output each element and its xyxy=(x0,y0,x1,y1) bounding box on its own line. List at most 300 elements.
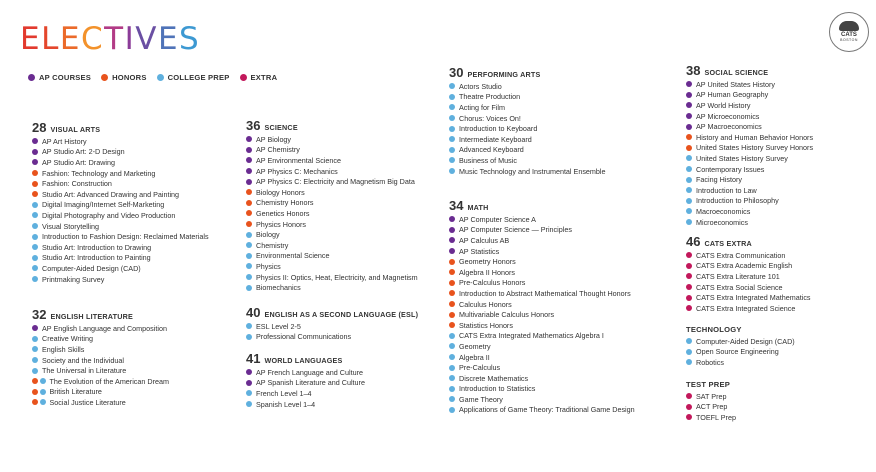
course-item xyxy=(246,272,418,283)
course-item xyxy=(686,402,736,413)
course-name: The Universal in Literature xyxy=(42,366,127,376)
course-dots xyxy=(449,322,455,328)
course-dots xyxy=(246,189,252,195)
category-dot-icon xyxy=(449,407,455,413)
course-dots xyxy=(686,166,692,172)
course-item xyxy=(449,309,635,320)
course-dots xyxy=(32,276,38,282)
category-dot-icon xyxy=(246,380,252,386)
course-name: Pre-Calculus Honors xyxy=(459,278,526,288)
category-dot-icon xyxy=(246,179,252,185)
course-dots xyxy=(32,212,38,218)
section-title: SOCIAL SCIENCE xyxy=(704,68,769,77)
category-dot-icon xyxy=(449,168,455,174)
category-dot-icon xyxy=(449,227,455,233)
legend-item xyxy=(101,73,147,82)
course-name: History and Human Behavior Honors xyxy=(696,132,814,142)
course-name: English Skills xyxy=(42,344,85,354)
course-item xyxy=(246,399,365,410)
course-name: AP Chemistry xyxy=(256,145,300,155)
category-dot-icon xyxy=(246,147,252,153)
course-dots xyxy=(246,253,252,259)
course-name: Calculus Honors xyxy=(459,299,512,309)
course-name: Chorus: Voices On! xyxy=(459,113,521,123)
course-name: Contemporary Issues xyxy=(696,164,765,174)
course-item xyxy=(686,292,811,303)
course-item xyxy=(686,185,813,196)
course-name: AP Statistics xyxy=(459,246,500,256)
category-dot-icon xyxy=(686,404,692,410)
course-item xyxy=(449,320,635,331)
course-name: AP Environmental Science xyxy=(256,155,341,165)
section-header xyxy=(686,235,811,250)
course-dots xyxy=(686,134,692,140)
section-title: ENGLISH LITERATURE xyxy=(50,312,133,321)
section-math xyxy=(449,199,635,415)
course-name: Theatre Production xyxy=(459,92,521,102)
course-item xyxy=(32,200,209,211)
course-item xyxy=(449,246,635,257)
category-dot-icon xyxy=(32,244,38,250)
course-name: ACT Prep xyxy=(696,402,728,412)
course-dots xyxy=(32,255,38,261)
course-item xyxy=(32,323,169,334)
category-dot-icon xyxy=(686,198,692,204)
legend-label: HONORS xyxy=(112,73,147,82)
course-dots xyxy=(32,149,38,155)
category-dot-icon xyxy=(686,124,692,130)
course-item xyxy=(32,365,169,376)
category-dot-icon xyxy=(32,149,38,155)
course-name: Geometry xyxy=(459,341,491,351)
course-item xyxy=(246,166,418,177)
course-dots xyxy=(686,349,692,355)
course-dots xyxy=(449,94,455,100)
section-english-literature xyxy=(32,308,169,408)
course-dots xyxy=(32,202,38,208)
course-dots xyxy=(449,168,455,174)
section-number: 40 xyxy=(246,305,261,320)
course-item xyxy=(686,111,813,122)
category-dot-icon xyxy=(449,312,455,318)
course-item xyxy=(449,123,606,134)
course-name: ESL Level 2-5 xyxy=(256,321,301,331)
section-title: CATS EXTRA xyxy=(704,239,752,248)
course-dots xyxy=(32,265,38,271)
course-dots xyxy=(449,126,455,132)
course-name: United States History Survey Honors xyxy=(696,143,814,153)
category-dot-icon xyxy=(32,357,38,363)
category-dot-icon xyxy=(32,378,38,384)
course-dots xyxy=(686,145,692,151)
course-name: Macroeconomics xyxy=(696,206,751,216)
course-item xyxy=(449,214,635,225)
course-item xyxy=(449,341,635,352)
section-technology xyxy=(686,324,795,368)
section-header xyxy=(246,352,365,367)
course-dots xyxy=(449,280,455,286)
course-name: Biology Honors xyxy=(256,187,305,197)
course-item xyxy=(686,164,813,175)
course-name: CATS Extra Academic English xyxy=(696,261,793,271)
course-name: Studio Art: Advanced Drawing and Painting xyxy=(42,189,180,199)
section-visual-arts xyxy=(32,121,209,284)
course-dots xyxy=(449,354,455,360)
course-name: Digital Photography and Video Production xyxy=(42,210,176,220)
course-item xyxy=(246,388,365,399)
course-dots xyxy=(246,157,252,163)
course-item xyxy=(32,242,209,253)
course-name: French Level 1–4 xyxy=(256,388,312,398)
course-item xyxy=(246,261,418,272)
course-item xyxy=(449,92,606,103)
course-item xyxy=(686,174,813,185)
course-name: AP Art History xyxy=(42,136,87,146)
course-name: AP French Language and Culture xyxy=(256,367,363,377)
course-item xyxy=(449,256,635,267)
course-dots xyxy=(449,227,455,233)
course-item xyxy=(449,267,635,278)
course-dots xyxy=(686,92,692,98)
category-dot-icon xyxy=(686,338,692,344)
category-dot-icon xyxy=(32,202,38,208)
course-name: Professional Communications xyxy=(256,332,352,342)
course-dots xyxy=(32,159,38,165)
section-header xyxy=(32,121,209,136)
course-dots xyxy=(32,244,38,250)
category-dot-icon xyxy=(40,399,46,405)
category-dot-icon xyxy=(246,401,252,407)
course-name: Algebra II Honors xyxy=(459,267,515,277)
course-name: Music Technology and Instrumental Ensemble xyxy=(459,166,606,176)
category-dot-icon xyxy=(32,223,38,229)
course-dots xyxy=(449,375,455,381)
course-dots xyxy=(246,242,252,248)
course-name: Statistics Honors xyxy=(459,320,513,330)
course-dots xyxy=(686,81,692,87)
category-dot-icon xyxy=(246,274,252,280)
course-dots xyxy=(686,252,692,258)
category-dot-icon xyxy=(686,102,692,108)
course-name: CATS Extra Integrated Science xyxy=(696,303,796,313)
category-dot-icon xyxy=(449,322,455,328)
course-name: Visual Storytelling xyxy=(42,221,99,231)
course-dots xyxy=(32,234,38,240)
course-dots xyxy=(449,407,455,413)
category-dot-icon xyxy=(449,83,455,89)
legend-dot-icon xyxy=(240,74,247,81)
legend-dot-icon xyxy=(157,74,164,81)
title-letter: E xyxy=(59,21,81,57)
section-social-science xyxy=(686,64,813,227)
legend-item xyxy=(28,73,91,82)
course-item xyxy=(686,217,813,228)
course-item xyxy=(449,352,635,363)
course-item xyxy=(246,332,418,343)
course-name: Advanced Keyboard xyxy=(459,145,524,155)
course-dots xyxy=(246,179,252,185)
course-name: Social Justice Literature xyxy=(49,397,126,407)
course-dots xyxy=(246,285,252,291)
category-dot-icon xyxy=(32,399,38,405)
category-dot-icon xyxy=(32,191,38,197)
course-dots xyxy=(686,187,692,193)
course-name: AP Computer Science — Principles xyxy=(459,225,572,235)
course-name: Acting for Film xyxy=(459,102,505,112)
category-dot-icon xyxy=(686,219,692,225)
category-dot-icon xyxy=(449,216,455,222)
section-number: 38 xyxy=(686,63,701,78)
title-letter: E xyxy=(157,21,180,57)
category-dot-icon xyxy=(32,389,38,395)
course-name: United States History Survey xyxy=(696,153,788,163)
course-dots xyxy=(32,336,38,342)
course-item xyxy=(32,147,209,158)
course-item xyxy=(686,90,813,101)
course-name: Physics II: Optics, Heat, Electricity, and Magnetism xyxy=(256,272,418,282)
course-name: Introduction to Statistics xyxy=(459,384,536,394)
category-dot-icon xyxy=(246,210,252,216)
course-item xyxy=(246,155,418,166)
course-dots xyxy=(246,136,252,142)
course-dots xyxy=(686,284,692,290)
course-dots xyxy=(246,401,252,407)
section-number: 32 xyxy=(32,307,47,322)
course-dots xyxy=(246,369,252,375)
section-number: 41 xyxy=(246,351,261,366)
course-dots xyxy=(246,168,252,174)
course-item xyxy=(32,397,169,408)
course-name: CATS Extra Literature 101 xyxy=(696,271,780,281)
category-dot-icon xyxy=(40,389,46,395)
course-dots xyxy=(32,378,46,384)
course-dots xyxy=(449,216,455,222)
course-item xyxy=(686,282,811,293)
course-dots xyxy=(449,147,455,153)
course-dots xyxy=(449,115,455,121)
course-dots xyxy=(449,333,455,339)
course-dots xyxy=(32,138,38,144)
category-dot-icon xyxy=(32,212,38,218)
category-dot-icon xyxy=(246,242,252,248)
course-item xyxy=(246,251,418,262)
course-name: Introduction to Keyboard xyxy=(459,124,538,134)
category-dot-icon xyxy=(449,237,455,243)
course-name: CATS Extra Communication xyxy=(696,250,786,260)
section-header xyxy=(449,66,606,81)
course-name: AP Macroeconomics xyxy=(696,122,762,132)
course-dots xyxy=(32,368,38,374)
course-name: Facing History xyxy=(696,175,742,185)
category-dot-icon xyxy=(449,136,455,142)
course-item xyxy=(686,271,811,282)
course-name: Pre-Calculus xyxy=(459,363,501,373)
section-title: PERFORMING ARTS xyxy=(467,70,541,79)
category-dot-icon xyxy=(449,375,455,381)
course-dots xyxy=(32,346,38,352)
course-name: AP Computer Science A xyxy=(459,214,536,224)
category-dot-icon xyxy=(686,273,692,279)
course-dots xyxy=(32,389,46,395)
course-item xyxy=(32,387,169,398)
category-dot-icon xyxy=(686,284,692,290)
course-item xyxy=(449,394,635,405)
course-item xyxy=(32,189,209,200)
course-item xyxy=(686,196,813,207)
category-dot-icon xyxy=(449,290,455,296)
category-dot-icon xyxy=(686,145,692,151)
course-name: Biomechanics xyxy=(256,283,301,293)
section-number: 36 xyxy=(246,118,261,133)
section-number: 46 xyxy=(686,234,701,249)
course-dots xyxy=(246,380,252,386)
category-dot-icon xyxy=(32,276,38,282)
category-dot-icon xyxy=(32,368,38,374)
course-item xyxy=(449,113,606,124)
course-dots xyxy=(32,191,38,197)
course-item xyxy=(449,235,635,246)
course-item xyxy=(449,145,606,156)
title-letter: I xyxy=(124,21,136,57)
course-name: Digital Imaging/Internet Self-Marketing xyxy=(42,200,165,210)
legend-dot-icon xyxy=(101,74,108,81)
course-item xyxy=(686,250,811,261)
course-name: Introduction to Law xyxy=(696,185,757,195)
course-dots xyxy=(686,155,692,161)
legend-item xyxy=(240,73,278,82)
course-name: AP Studio Art: Drawing xyxy=(42,157,115,167)
category-dot-icon xyxy=(449,147,455,153)
section-header xyxy=(246,119,418,134)
title-letter: L xyxy=(41,21,60,57)
course-item xyxy=(449,134,606,145)
category-dot-icon xyxy=(246,390,252,396)
title-letter: T xyxy=(104,21,125,57)
category-dot-icon xyxy=(686,208,692,214)
course-name: Fashion: Technology and Marketing xyxy=(42,168,156,178)
course-item xyxy=(686,79,813,90)
course-item xyxy=(32,334,169,345)
category-dot-icon xyxy=(686,305,692,311)
category-dot-icon xyxy=(686,134,692,140)
category-dot-icon xyxy=(686,177,692,183)
course-name: AP English Language and Composition xyxy=(42,323,167,333)
category-dot-icon xyxy=(246,369,252,375)
course-item xyxy=(246,240,418,251)
course-item xyxy=(686,303,811,314)
course-dots xyxy=(32,357,38,363)
legend xyxy=(28,73,287,82)
category-dot-icon xyxy=(449,333,455,339)
course-dots xyxy=(686,295,692,301)
course-item xyxy=(32,178,209,189)
category-dot-icon xyxy=(449,248,455,254)
section-header xyxy=(449,199,635,214)
category-dot-icon xyxy=(449,343,455,349)
category-dot-icon xyxy=(32,234,38,240)
course-item xyxy=(32,376,169,387)
category-dot-icon xyxy=(246,263,252,269)
course-dots xyxy=(686,273,692,279)
course-item xyxy=(686,143,813,154)
course-dots xyxy=(686,177,692,183)
course-item xyxy=(246,198,418,209)
course-dots xyxy=(246,390,252,396)
logo-text: CATS xyxy=(841,32,857,39)
category-dot-icon xyxy=(246,189,252,195)
section-number: 30 xyxy=(449,65,464,80)
course-item xyxy=(32,344,169,355)
legend-item xyxy=(157,73,230,82)
course-name: AP Studio Art: 2-D Design xyxy=(42,147,125,157)
title-letter: S xyxy=(179,21,201,57)
logo-subtext: BOSTON xyxy=(840,38,858,43)
legend-label: EXTRA xyxy=(250,73,278,82)
category-dot-icon xyxy=(686,295,692,301)
category-dot-icon xyxy=(449,94,455,100)
category-dot-icon xyxy=(686,187,692,193)
category-dot-icon xyxy=(32,325,38,331)
category-dot-icon xyxy=(32,265,38,271)
course-name: Introduction to Fashion Design: Reclaimed Materials xyxy=(42,232,209,242)
course-name: Biology xyxy=(256,230,280,240)
course-item xyxy=(246,187,418,198)
course-item xyxy=(32,168,209,179)
course-dots xyxy=(449,83,455,89)
course-name: Introduction to Abstract Mathematical Thought Honors xyxy=(459,288,631,298)
course-item xyxy=(32,355,169,366)
section-title: MATH xyxy=(467,203,489,212)
course-name: AP United States History xyxy=(696,79,775,89)
course-item xyxy=(686,153,813,164)
course-name: Robotics xyxy=(696,357,724,367)
course-item xyxy=(686,347,795,358)
course-dots xyxy=(246,263,252,269)
course-name: Creative Writing xyxy=(42,334,93,344)
course-dots xyxy=(449,269,455,275)
course-item xyxy=(246,145,418,156)
course-dots xyxy=(686,404,692,410)
cats-logo xyxy=(829,12,869,52)
category-dot-icon xyxy=(686,414,692,420)
course-item xyxy=(686,121,813,132)
course-dots xyxy=(686,263,692,269)
category-dot-icon xyxy=(686,155,692,161)
category-dot-icon xyxy=(32,159,38,165)
course-name: Society and the Individual xyxy=(42,355,124,365)
course-item xyxy=(32,253,209,264)
course-dots xyxy=(686,359,692,365)
course-dots xyxy=(32,181,38,187)
category-dot-icon xyxy=(686,359,692,365)
category-dot-icon xyxy=(32,336,38,342)
section-cats-extra xyxy=(686,235,811,314)
category-dot-icon xyxy=(686,252,692,258)
course-name: Genetics Honors xyxy=(256,208,310,218)
section-number: 34 xyxy=(449,198,464,213)
course-item xyxy=(686,412,736,423)
course-name: AP Microeconomics xyxy=(696,111,760,121)
course-dots xyxy=(449,259,455,265)
category-dot-icon xyxy=(246,221,252,227)
course-dots xyxy=(449,136,455,142)
course-name: AP Spanish Literature and Culture xyxy=(256,378,365,388)
course-dots xyxy=(246,200,252,206)
course-dots xyxy=(686,124,692,130)
course-name: AP Physics C: Mechanics xyxy=(256,166,338,176)
course-name: Discrete Mathematics xyxy=(459,373,529,383)
course-item xyxy=(449,225,635,236)
